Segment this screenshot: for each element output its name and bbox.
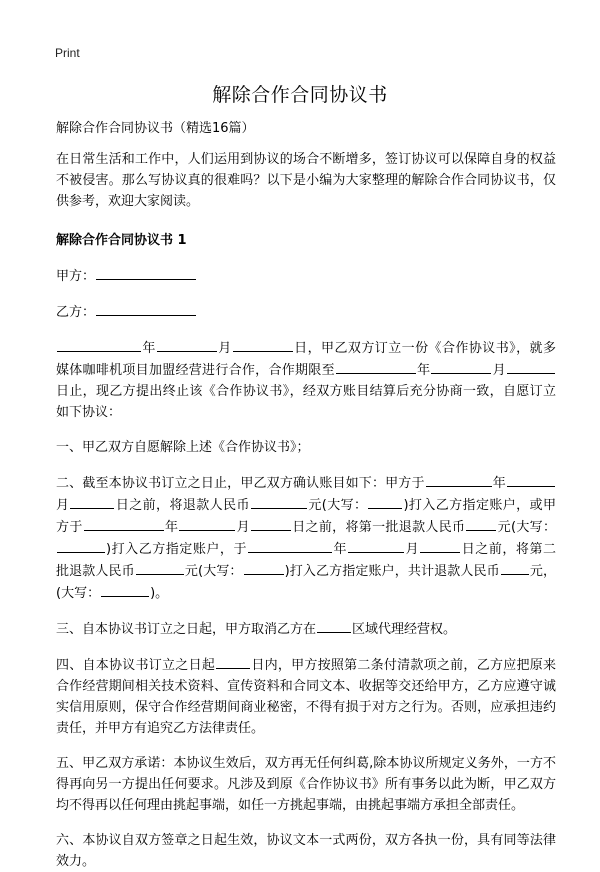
blank-line	[251, 494, 307, 509]
text-fragment: 年	[492, 476, 506, 491]
blank-line	[368, 494, 402, 509]
blank-line	[501, 560, 529, 575]
clause-6: 六、本协议自双方签章之日起生效，协议文本一式两份，双方各执一份，具有同等法律效力。	[56, 833, 556, 869]
blank-line	[420, 538, 460, 553]
text-fragment: 元(大写：	[497, 520, 556, 535]
blank-line	[57, 337, 141, 352]
blank-line	[248, 538, 332, 553]
text-fragment: )。	[150, 586, 169, 601]
blank-line	[426, 472, 492, 487]
text-fragment: 月	[492, 363, 506, 378]
blank-line	[179, 516, 235, 531]
clause-3	[56, 618, 556, 640]
text-fragment: 日止，现乙方提出终止该《合作协议书》，经双方账目结算后充分协商一致，自愿订立如下协议：	[56, 384, 556, 420]
text-fragment: 元，(大写：	[56, 564, 556, 601]
document-body	[56, 118, 556, 872]
blank-line	[348, 538, 404, 553]
clause-5: 五、甲乙双方承诺：本协议生效后，双方再无任何纠葛,除本协议所规定义务外，一方不得再向另一方提出任何要求。凡涉及到原《合作协议书》所有事务以此为断，甲乙双方均不得再以任何理由挑起事端，如任一方挑起事端，由挑起事端方承担全部责任。	[56, 756, 556, 813]
text-fragment: 月	[236, 520, 250, 535]
section-heading: 解除合作合同协议书 1	[56, 233, 187, 248]
text-fragment: 年	[416, 363, 431, 378]
document-subtitle: 解除合作合同协议书（精选16篇）	[56, 121, 255, 136]
document-title: 解除合作合同协议书	[212, 84, 388, 106]
blank-line	[84, 516, 164, 531]
party-b-line	[56, 301, 556, 323]
party-a-label: 甲方：	[56, 269, 96, 284]
blank-line	[233, 337, 293, 352]
clause-2	[56, 472, 556, 604]
blank-line	[317, 618, 351, 633]
blank-line	[57, 538, 105, 553]
text-fragment: 日之前，将第一批退款人民币	[291, 520, 466, 535]
blank-line	[157, 337, 217, 352]
intro-paragraph: 在日常生活和工作中，人们运用到协议的场合不断增多，签订协议可以保障自身的权益不被侵害。那么写协议真的很难吗？以下是小编为大家整理的解除合作合同协议书，仅供参考，欢迎大家阅读。	[56, 152, 556, 209]
text-fragment: 日，甲乙双方订立一份《合作协议书》，就多媒体咖啡机项目加盟经营进行合作，合作期限至	[56, 341, 556, 378]
text-fragment: 三、自本协议书订立之日起，甲方取消乙方在	[56, 622, 317, 637]
text-fragment: 日内，甲方按照第二条付清款项之前，乙方应把原来合作经营期间相关技术资料、宣传资料和合同文本、收据等交还给甲方，乙方应遵守诚实信用原则，保守合作经营期间商业秘密，不得有损于对方之行为。否则，应承担违约责任，并甲方有追究乙方法律责任。	[56, 658, 556, 736]
party-a-blank	[96, 265, 196, 280]
text-fragment: )打入乙方指定账户，共计退款人民币	[284, 564, 500, 579]
text-fragment: )打入乙方指定账户，或甲方于	[56, 498, 556, 535]
blank-line	[336, 359, 416, 374]
text-fragment: 元(大写：	[184, 564, 243, 579]
text-fragment: )打入乙方指定账户，于	[106, 542, 248, 557]
text-fragment: 月	[217, 341, 232, 356]
text-fragment: 日之前，将第二批退款人民币	[56, 542, 556, 579]
party-b-label: 乙方：	[56, 305, 96, 320]
blank-line	[507, 359, 555, 374]
blank-line	[466, 516, 496, 531]
text-fragment: 元(大写：	[307, 498, 368, 513]
blank-line	[431, 359, 491, 374]
text-fragment: 月	[405, 542, 420, 557]
print-link[interactable]: Print	[55, 46, 80, 60]
text-fragment: 区域代理经营权。	[352, 622, 457, 637]
text-fragment: 年	[333, 542, 348, 557]
blank-line	[507, 472, 555, 487]
clause-4	[56, 654, 556, 739]
blank-line	[244, 560, 284, 575]
agreement-paragraph	[56, 337, 556, 423]
text-fragment: 年	[142, 341, 156, 356]
blank-line	[216, 654, 250, 669]
text-fragment: 月	[56, 498, 70, 513]
blank-line	[70, 494, 114, 509]
party-a-line	[56, 265, 556, 287]
blank-line	[251, 516, 291, 531]
text-fragment: 二、截至本协议书订立之日止，甲乙双方确认账目如下：甲方于	[56, 476, 425, 491]
text-fragment: 日之前，将退款人民币	[115, 498, 250, 513]
text-fragment: 年	[164, 520, 179, 535]
blank-line	[101, 582, 149, 597]
party-b-blank	[96, 301, 196, 316]
text-fragment: 四、自本协议书订立之日起	[56, 658, 216, 673]
clause-1: 一、甲乙双方自愿解除上述《合作协议书》；	[56, 440, 310, 455]
blank-line	[136, 560, 184, 575]
